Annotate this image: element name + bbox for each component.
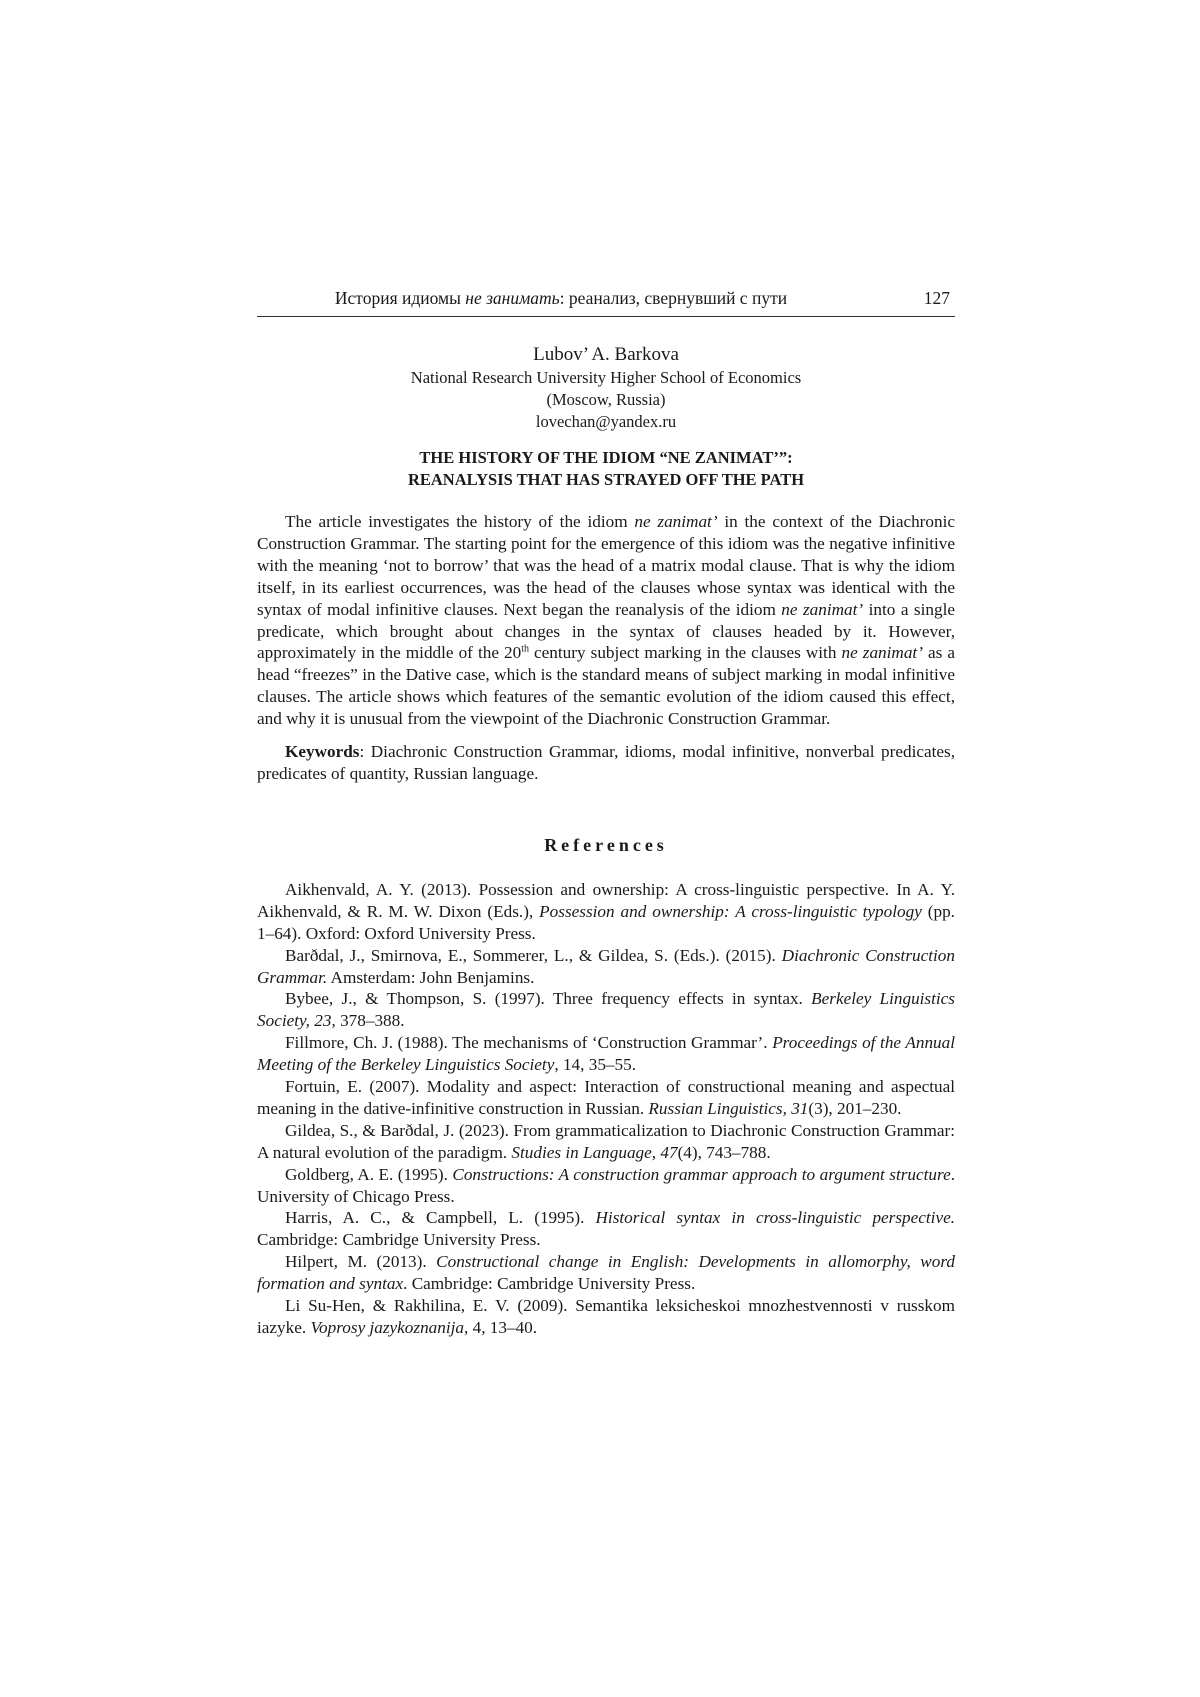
reference-item: Fortuin, E. (2007). Modality and aspect: Interaction of constructional meaning and aspectual meaning in the dative-infinitive construction in Russian. Russian Linguistics, 31(3), 201–230. [257, 1077, 955, 1118]
running-header [257, 286, 955, 317]
author-name: Lubov’ A. Barkova [533, 344, 679, 365]
references-heading: References [544, 834, 668, 855]
reference-item: Aikhenvald, A. Y. (2013). Possession and ownership: A cross-linguistic perspective. In A. Y. Aikhenvald, & R. M. W. Dixon (Eds.), Possession and ownership: A cross-linguistic typology (pp. 1–64). Oxford: Oxford University Press. [257, 879, 955, 943]
reference-item: Hilpert, M. (2013). Constructional change in English: Developments in allomorphy, word formation and syntax. Cambridge: Cambridge University Press. [257, 1252, 955, 1294]
reference-item: Li Su-Hen, & Rakhilina, E. V. (2009). Semantika leksicheskoi mnozhestvennosti v russkom iazyke. Voprosy jazykoznanija, 4, 13–40. [257, 1296, 955, 1337]
page-number: 127 [923, 288, 950, 308]
author-location: (Moscow, Russia) [546, 390, 666, 409]
article-title-line-2: REANALYSIS THAT HAS STRAYED OFF THE PATH [407, 470, 805, 489]
article-title-line-1: THE HISTORY OF THE IDIOM “NE ZANIMAT’”: [419, 448, 793, 467]
page [257, 286, 955, 1339]
references-list [257, 879, 955, 1339]
author-affiliation: National Research University Higher School of Economics [410, 368, 802, 387]
reference-item: Gildea, S., & Barðdal, J. (2023). From grammaticalization to Diachronic Construction Grammar: A natural evolution of the paradigm. Studies in Language, 47(4), 743–788. [257, 1120, 955, 1162]
article-title [257, 447, 955, 491]
keywords [257, 741, 955, 785]
reference-item: Barðdal, J., Smirnova, E., Sommerer, L., & Gildea, S. (Eds.). (2015). Diachronic Construction Grammar. Amsterdam: John Benjamins. [257, 945, 955, 987]
reference-item: Bybee, J., & Thompson, S. (1997). Three frequency effects in syntax. Berkeley Linguistics Society, 23, 378–388. [257, 989, 955, 1031]
keywords-label: Keywords [285, 742, 360, 762]
running-title: История идиомы не занимать: реанализ, свернувший с пути [334, 288, 788, 308]
author-email: lovechan@yandex.ru [535, 412, 677, 431]
reference-item: Fillmore, Ch. J. (1988). The mechanisms of ‘Construction Grammar’. Proceedings of the Annual Meeting of the Berkeley Linguistics Society, 14, 35–55. [257, 1033, 955, 1075]
keywords-text: : Diachronic Construction Grammar, idioms, modal infinitive, nonverbal predicates, predicates of quantity, Russian language. [257, 742, 955, 783]
reference-item: Harris, A. C., & Campbell, L. (1995). Historical syntax in cross-linguistic perspective. Cambridge: Cambridge University Press. [257, 1208, 955, 1250]
abstract: The article investigates the history of the idiom ne zanimat’ in the context of the Diachronic Construction Grammar. The starting point for the emergence of this idiom was the negative infinitive with the meaning ‘not to borrow’ that was the head of a matrix modal clause. That is why the idiom itself, in its earliest occurrences, was the head of the clauses whose syntax was identical with the syntax of modal infinitive clauses. Next began the reanalysis of the idiom ne zanimat’ into a single predicate, which brought about changes in the syntax of clauses headed by it. However, approximately in the middle of the 20th century subject marking in the clauses with ne zanimat’ as a head “freezes” in the Dative case, which is the standard means of subject marking in modal infinitive clauses. The article shows which features of the semantic evolution of the idiom caused this effect, and why it is unusual from the viewpoint of the Diachronic Construction Grammar. [257, 512, 955, 729]
reference-item: Goldberg, A. E. (1995). Constructions: A construction grammar approach to argument structure. University of Chicago Press. [257, 1164, 955, 1206]
